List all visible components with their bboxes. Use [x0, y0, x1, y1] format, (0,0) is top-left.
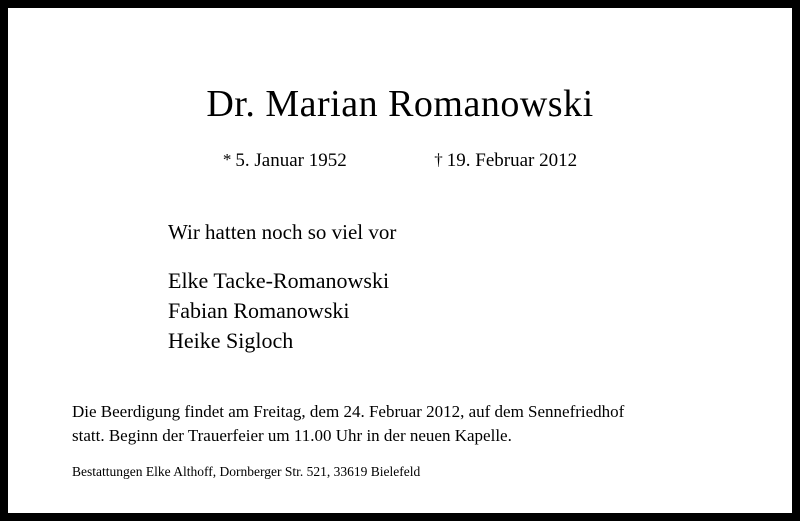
cross-icon: † — [434, 150, 443, 169]
funeral-details-line-1: Die Beerdigung findet am Freitag, dem 24. Februar 2012, auf dem Sennefriedhof — [72, 402, 625, 421]
memorial-motto: Wir hatten noch so viel vor — [168, 220, 397, 244]
birth-date-group — [223, 150, 347, 172]
obituary-card — [8, 8, 792, 513]
death-date-group — [434, 150, 577, 172]
funeral-details-line-2: statt. Beginn der Trauerfeier um 11.00 Uhr in der neuen Kapelle. — [72, 426, 512, 445]
list-item: Elke Tacke-Romanowski — [168, 268, 390, 293]
life-dates — [8, 150, 792, 172]
list-item: Heike Sigloch — [168, 328, 294, 353]
list-item: Fabian Romanowski — [168, 298, 350, 323]
survivors-list — [168, 266, 389, 356]
funeral-home-credit: Bestattungen Elke Althoff, Dornberger Str. 521, 33619 Bielefeld — [72, 464, 421, 479]
funeral-details — [72, 400, 742, 448]
deceased-name: Dr. Marian Romanowski — [206, 83, 594, 125]
death-date: 19. Februar 2012 — [446, 150, 578, 171]
birth-date: 5. Januar 1952 — [235, 150, 347, 171]
asterisk-icon: * — [222, 150, 232, 169]
